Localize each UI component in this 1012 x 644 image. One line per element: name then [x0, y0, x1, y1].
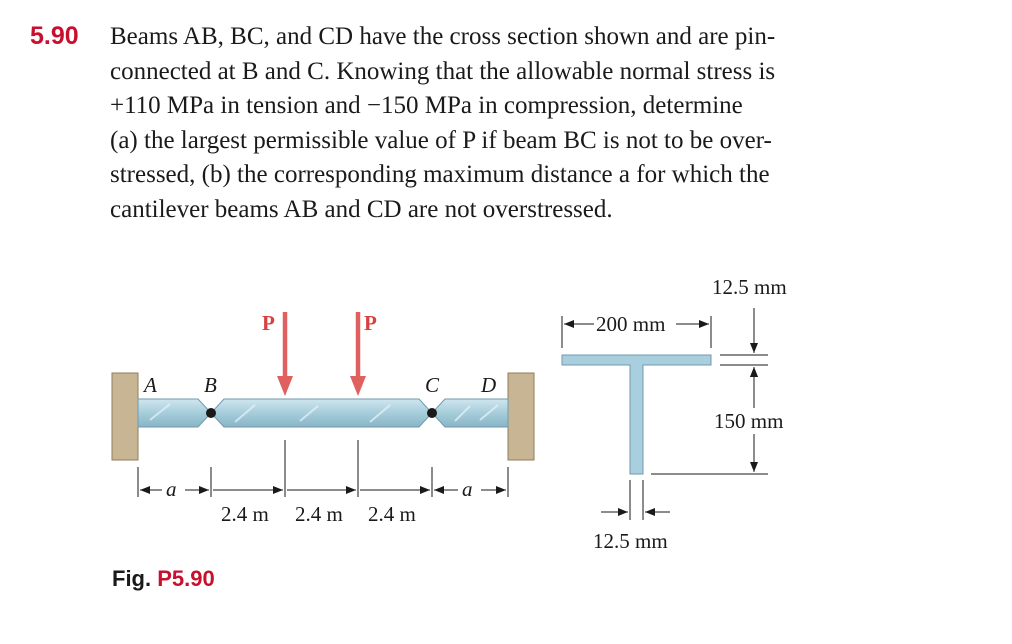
beam-dimension-lines — [138, 440, 508, 497]
statement-line-6: cantilever beams AB and CD are not overstressed. — [110, 195, 613, 223]
statement-line-4: (a) the largest permissible value of P if beam BC is not to be over- — [110, 126, 772, 154]
t-cross-section — [562, 355, 711, 474]
label-c-point: C — [425, 373, 440, 397]
statement-line-3: +110 MPa in tension and −150 MPa in compression, determine — [110, 92, 743, 119]
statement-line-1: Beams AB, BC, and CD have the cross section shown and are pin- — [110, 23, 776, 50]
left-wall — [112, 373, 138, 460]
flange-thickness-dimension — [720, 308, 768, 390]
label-a-point: A — [144, 373, 157, 397]
flange-width-label: 200 mm — [596, 312, 666, 336]
label-d-point: D — [481, 373, 497, 397]
load-label-right: P — [364, 311, 377, 335]
label-b-point: B — [204, 373, 217, 397]
span-label-3: 2.4 m — [368, 502, 416, 526]
dim-a-left: a — [166, 477, 177, 501]
figure-caption-number: P5.90 — [157, 566, 215, 591]
load-arrow-left — [277, 312, 293, 396]
web-height-label: 150 mm — [714, 409, 784, 433]
web-thickness-dimension — [601, 480, 670, 520]
flange-thickness-label: 12.5 mm — [712, 275, 787, 299]
web-thickness-label: 12.5 mm — [593, 529, 668, 553]
span-label-2: 2.4 m — [295, 502, 343, 526]
dim-a-right: a — [462, 477, 473, 501]
figure-caption-prefix: Fig. — [112, 566, 152, 591]
right-wall — [508, 373, 534, 460]
span-label-1: 2.4 m — [221, 502, 269, 526]
beam-ab — [138, 399, 211, 427]
pin-c — [427, 408, 437, 418]
statement-line-5: stressed, (b) the corresponding maximum distance a for which the — [110, 161, 770, 188]
beam-cd — [432, 399, 508, 427]
pin-b — [206, 408, 216, 418]
problem-number: 5.90 — [30, 22, 79, 50]
load-label-left: P — [262, 311, 275, 335]
statement-line-2: connected at B and C. Knowing that the allowable normal stress is — [110, 57, 776, 85]
figure-caption — [112, 566, 215, 592]
